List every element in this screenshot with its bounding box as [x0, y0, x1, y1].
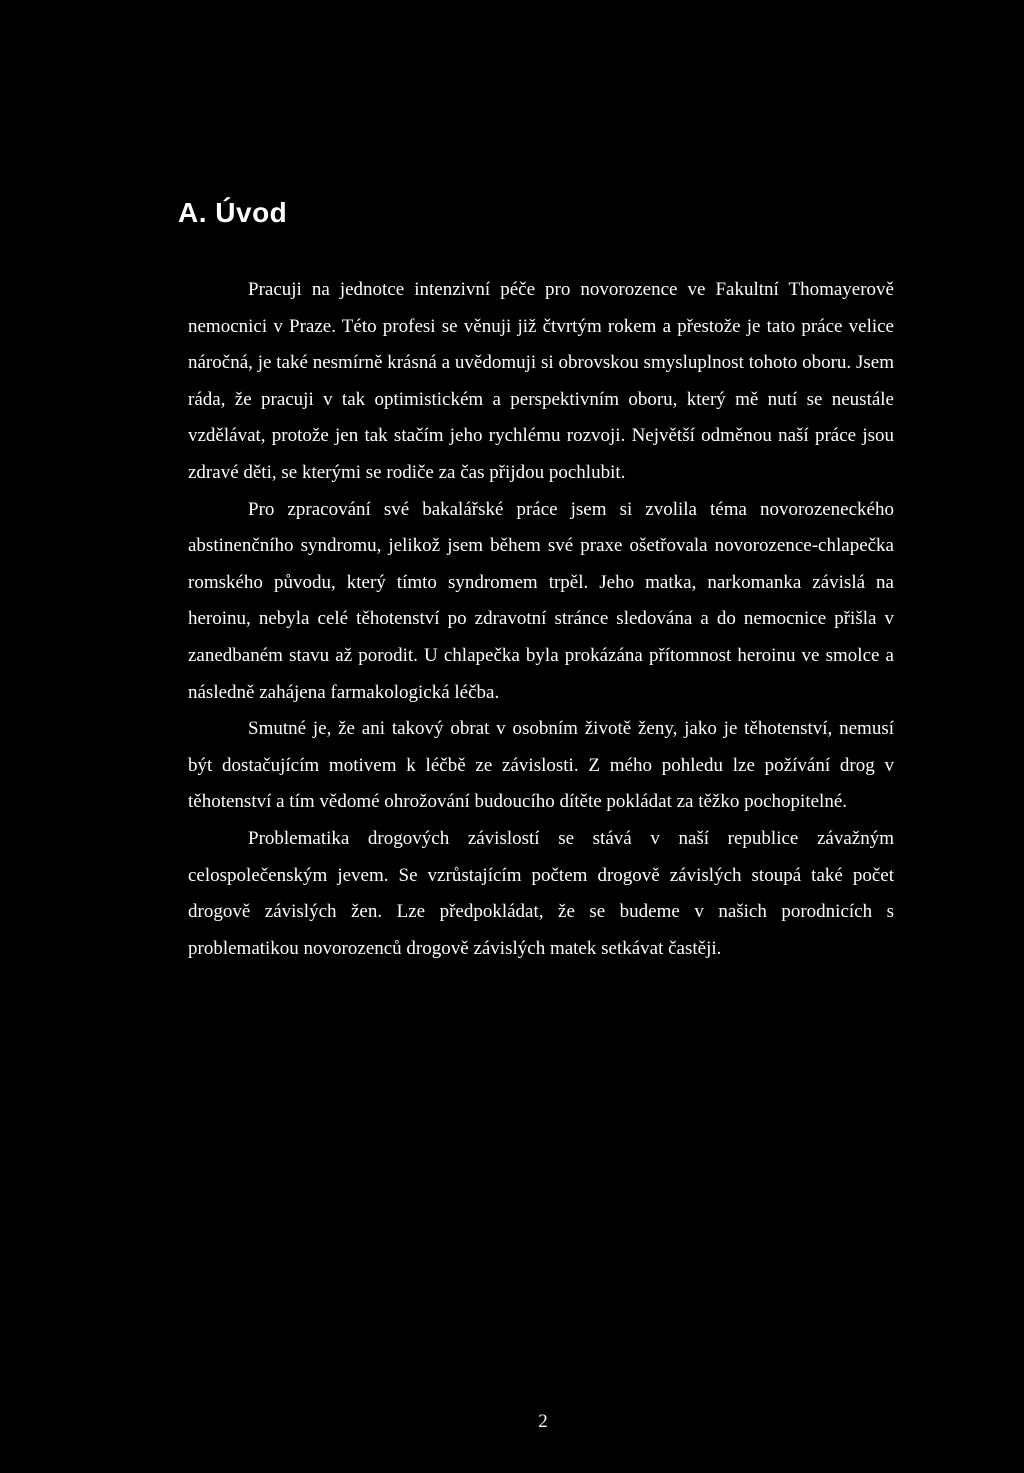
page-number: 2 — [538, 1411, 548, 1432]
paragraph-4: Problematika drogových závislostí se stává v naší republice závažným celospolečenským jevem. Se vzrůstajícím počtem drogově závislých stoupá také počet drogově závislých žen. Lze předpokládat, že se budeme v našich porodnicích s problematikou novorozenců drogově závislých matek setkávat častěji. — [188, 827, 894, 959]
body-text — [188, 272, 894, 967]
section-heading: A. Úvod — [178, 197, 288, 228]
paragraph-2: Pro zpracování své bakalářské práce jsem si zvolila téma novorozeneckého abstinenčního syndromu, jelikož jsem během své praxe ošetřovala novorozence-chlapečka romského původu, který tímto syndromem trpěl. Jeho matka, narkomanka závislá na heroinu, nebyla celé těhotenství po zdravotní stránce sledována a do nemocnice přišla v zanedbaném stavu až porodit. U chlapečka byla prokázána přítomnost heroinu ve smolce a následně zahájena farmakologická léčba. — [188, 498, 894, 703]
paragraph-1: Pracuji na jednotce intenzivní péče pro novorozence ve Fakultní Thomayerově nemocnici v Praze. Této profesi se věnuji již čtvrtým rokem a přestože je tato práce velice náročná, je také nesmírně krásná a uvědomuji si obrovskou smysluplnost tohoto oboru. Jsem ráda, že pracuji v tak optimistickém a perspektivním oboru, který mě nutí se neustále vzdělávat, protože jen tak stačím jeho rychlému rozvoji. Největší odměnou naší práce jsou zdravé děti, se kterými se rodiče za čas přijdou pochlubit. — [188, 279, 894, 483]
paragraph-3: Smutné je, že ani takový obrat v osobním životě ženy, jako je těhotenství, nemusí být dostačujícím motivem k léčbě ze závislosti. Z mého pohledu lze požívání drog v těhotenství a tím vědomé ohrožování budoucího dítěte pokládat za těžko pochopitelné. — [188, 718, 894, 813]
